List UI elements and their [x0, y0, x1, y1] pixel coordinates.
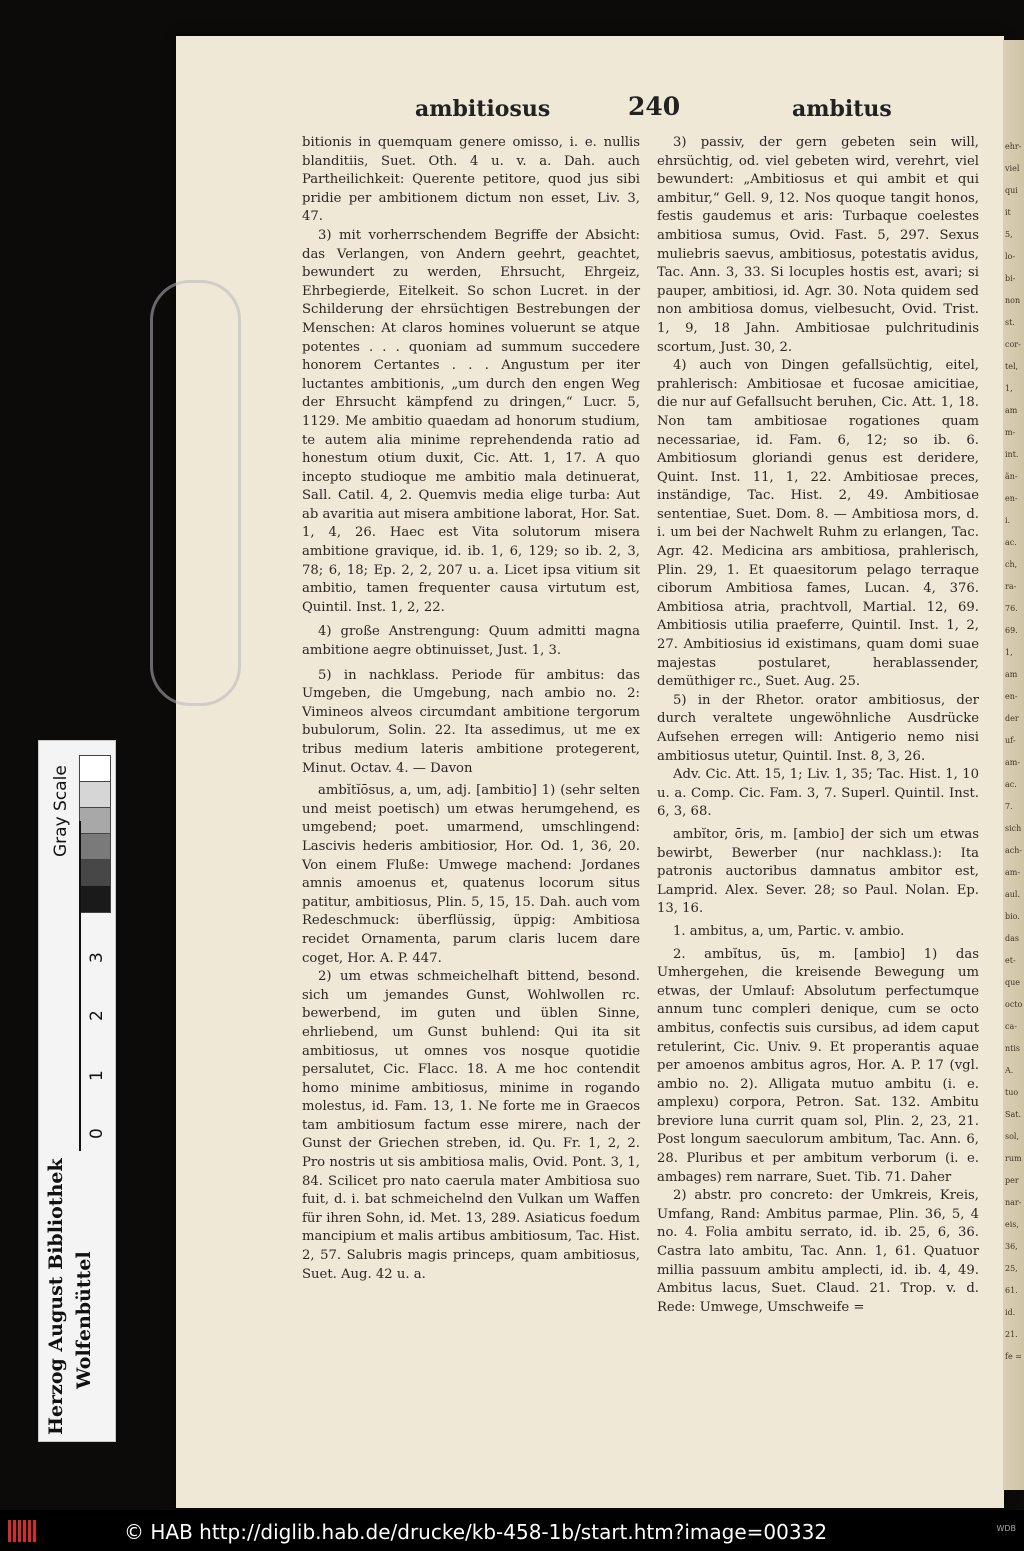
edge-fragment: aul.: [1005, 890, 1021, 899]
edge-fragment: ca-: [1005, 1022, 1017, 1031]
ruler-number: 1: [87, 1070, 107, 1081]
ruler-number: 3: [87, 952, 107, 963]
edge-fragment: 36,: [1005, 1242, 1018, 1251]
edge-fragment: 69.: [1005, 626, 1018, 635]
gray-patch: [79, 833, 111, 861]
footer-tag: WDB: [996, 1524, 1016, 1533]
edge-fragment: non: [1005, 296, 1021, 305]
edge-fragment: bio.: [1005, 912, 1020, 921]
footer-copyright-url: © HAB http://diglib.hab.de/drucke/kb-458-1b/start.htm?image=00332: [124, 1520, 828, 1544]
paper-clip: [150, 280, 241, 706]
gray-patch: [79, 807, 111, 835]
edge-fragment: octo: [1005, 1000, 1023, 1009]
edge-fragment: uf-: [1005, 736, 1016, 745]
edge-fragment: int.: [1005, 450, 1019, 459]
right-column: [657, 134, 979, 1317]
edge-fragment: nar-: [1005, 1198, 1022, 1207]
edge-fragment: rum: [1005, 1154, 1022, 1163]
strip-brand-line1: Herzog August Bibliothek: [45, 1158, 67, 1435]
gray-patch: [79, 781, 111, 809]
gray-patch: [79, 885, 111, 913]
entry-ambitus-2: 2. ambĭtus, ūs, m. [ambio] 1) das Umhergehen, die kreisende Bewegung um etwas, der Umlauf: Absolutum perfectumque annum tunc compleri denique, cum se octo ambitus, confectis suis cursibus, ad idem caput retulerint, Cic. Univ. 9. Et properantis aquae per amoenos ambitus agros, Hor. A. P. 17 (vgl. ambio no. 2). Alligata mutuo ambitu (i. e. amplexu) corpora, Petron. Sat. 132. Ambitu breviore luna currit quam sol, Plin. 2, 23, 21. Post longum saeculorum ambitum, Tac. Ann. 6, 28. Pluribus et per ambitum verborum (i. e. ambages) rem narrare, Suet. Tib. 71. Daher: [657, 946, 979, 1185]
gray-patch: [79, 755, 111, 783]
edge-fragment: ch,: [1005, 560, 1018, 569]
edge-fragment: än-: [1005, 472, 1018, 481]
paragraph: bitionis in quemquam genere omisso, i. e. nullis blanditiis, Suet. Oth. 4 u. v. a. Dah. auch Partheilichkeit: Querente petitore, quod jus sibi pridie per ambitionem dictum non esset, Liv. 3, 47.: [302, 135, 640, 225]
paragraph: 3) passiv, der gern gebeten sein will, ehrsüchtig, od. viel gebeten wird, verehrt, viel bewundert: „Ambitiosus et qui ambit et qui ambitur,“ Gell. 9, 12. Nos quoque tangit honos, festis gaudemus et aris: Turbaque coelestes ambitiosa sumus, Ovid. Fast. 5, 297. Sexus muliebris saevus, ambitiosus, potestatis avidus, Tac. Ann. 3, 33. Si locuples hostis est, avari; si pauper, ambitiosi, id. Agr. 30. Nota quidem sed non ambitiosa domus, vielbesucht, Ovid. Trist. 1, 9, 18 Jahn. Ambitiosae pulchritudinis scortum, Just. 30, 2.: [657, 135, 979, 355]
edge-fragment: der: [1005, 714, 1019, 723]
edge-fragment: 7.: [1005, 802, 1013, 811]
edge-fragment: Sat.: [1005, 1110, 1022, 1119]
edge-fragment: bi-: [1005, 274, 1016, 283]
edge-fragment: tuo: [1005, 1088, 1019, 1097]
edge-fragment: m-: [1005, 428, 1016, 437]
paragraph: 2) um etwas schmeichelhaft bittend, besond. sich um jemandes Gunst, Wohlwollen rc. bewerbend, im guten und üblen Sinne, ehrliebend, um Gunst buhlend: Qui ita sit ambitiosus, ut omnes vos nosque quotidie persalutet, Cic. Flacc. 18. A me hoc contendit homo minime ambitiosus, minime in rogando molestus, id. Fam. 13, 1. Ne forte me in Graecos tam ambitiosum factum esse mirere, nach der Gunst der Griechen streben, id. Qu. Fr. 1, 2, 2. Pro nostris ut sis ambitiosa malis, Ovid. Pont. 3, 1, 84. Scilicet pro nato caerula mater Ambitiosa suo fuit, d. i. bat schmeichelnd den Vulkan um Waffen für ihren Sohn, id. Met. 13, 289. Asiaticus foedum mancipium et malis artibus ambitiosum, Tac. Hist. 2, 57. Salubris magis princeps, quam ambitiosus, Suet. Aug. 42 u. a.: [302, 969, 640, 1282]
edge-fragment: 25,: [1005, 1264, 1018, 1273]
edge-fragment: sich: [1005, 824, 1022, 833]
ruler-number: 2: [87, 1010, 107, 1021]
hab-logo-icon: [6, 1516, 40, 1546]
edge-fragment: das: [1005, 934, 1019, 943]
paragraph: 3) mit vorherrschendem Begriffe der Absicht: das Verlangen, von Andern geehrt, geachtet, bewundert zu werden, Ehrsucht, Ehrgeiz, Ehrbegierde, Eitelkeit. So schon Lucret. in der Schilderung der ehrsüchtigen Bestrebungen der Menschen: At claros homines voluerunt se atque potentes . . . quoniam ad summum succedere honorem Certantes . . . Angustum per iter luctantes ambitionis, „um durch den engen Weg der Ehrsucht kämpfend zu dringen,“ Lucr. 5, 1129. Me ambitio quaedam ad honorum studium, te autem alia minime reprehendenda ratio ad honestum otium duxit, Cic. Att. 1, 17. A quo incepto studioque me ambitio mala detinuerat, Sall. Catil. 4, 2. Quemvis media elige turba: Aut ab avaritia aut misera ambitione laborat, Hor. Sat. 1, 4, 26. Haec est Vita solutorum misera ambitione gravique, id. ib. 1, 6, 129; so ib. 2, 3, 78; 6, 18; Ep. 2, 2, 207 u. a. Licet ipsa vitium sit ambitio, tamen frequenter causa virtutum est, Quintil. Inst. 1, 2, 22.: [302, 227, 640, 615]
edge-fragment: fe =: [1005, 1352, 1022, 1361]
edge-fragment: 76.: [1005, 604, 1018, 613]
edge-fragment: 21.: [1005, 1330, 1018, 1339]
edge-fragment: lo-: [1005, 252, 1016, 261]
ruler-line: [79, 821, 81, 1151]
edge-fragment: viel: [1005, 164, 1020, 173]
edge-fragment: ac.: [1005, 538, 1017, 547]
edge-fragment: ac.: [1005, 780, 1017, 789]
edge-fragment: 1,: [1005, 384, 1013, 393]
edge-fragment: it: [1005, 208, 1011, 217]
edge-fragment: cor-: [1005, 340, 1021, 349]
paragraph: Adv. Cic. Att. 15, 1; Liv. 1, 35; Tac. Hist. 1, 10 u. a. Comp. Cic. Fam. 3, 7. Superl. Quintil. Inst. 6, 3, 68.: [657, 767, 979, 820]
gray-scale-strip: [38, 740, 116, 1442]
adjacent-page-edge: [1003, 40, 1024, 1490]
edge-fragment: ra-: [1005, 582, 1017, 591]
edge-fragment: ntis: [1005, 1044, 1021, 1053]
page-number: 240: [628, 92, 681, 121]
entry-ambitiosus: ambĭtĭōsus, a, um, adj. [ambitio] 1) (sehr selten und meist poetisch) um etwas herumgehend, es umgebend; poet. umarmend, umschlingend: Lascivis hederis ambitiosior, Hor. Od. 1, 36, 20. Von einem Fluße: Umwege machend: Jordanes amnis amoenus et, quatenus locorum situs patitur, ambitiosus, Plin. 5, 15, 15. Dah. auch vom Redeschmuck: überflüssig, üppig: Ambitiosa recidet Ornamenta, parum claris lucem dare coget, Hor. A. P. 447.: [302, 783, 640, 966]
edge-fragment: st.: [1005, 318, 1015, 327]
edge-fragment: eis,: [1005, 1220, 1019, 1229]
edge-fragment: ehr-: [1005, 142, 1022, 151]
gray-patch: [79, 859, 111, 887]
entry-ambitus-1: 1. ambitus, a, um, Partic. v. ambio.: [673, 923, 905, 939]
edge-fragment: i.: [1005, 516, 1011, 525]
paragraph: 2) abstr. pro concreto: der Umkreis, Kreis, Umfang, Rand: Ambitus parmae, Plin. 36, 5, 4 no. 4. Folia ambitu serrato, id. ib. 25, 6, 36. Castra lato ambitu, Tac. Ann. 1, 61. Quatuor millia passuum ambitu amplecti, id. ib. 4, 49. Ambitus lacus, Suet. Claud. 21. Trop. v. d. Rede: Umwege, Umschweife =: [657, 1188, 979, 1315]
edge-fragment: ach-: [1005, 846, 1023, 855]
edge-fragment: tel,: [1005, 362, 1019, 371]
paragraph: 5) in nachklass. Periode für ambitus: das Umgeben, die Umgebung, nach ambio no. 2: Vimineos alveos circumdant ambitione tergorum bubulorum, Solin. 22. Ita assedimus, ut me ex tribus medium lateris ambitione protegerent, Minut. Octav. 4. — Davon: [302, 667, 640, 776]
edge-fragment: A.: [1005, 1066, 1014, 1075]
edge-fragment: 5,: [1005, 230, 1013, 239]
edge-fragment: sol,: [1005, 1132, 1020, 1141]
paragraph: 5) in der Rhetor. orator ambitiosus, der durch veraltete ungewöhnliche Ausdrücke Aufsehen erregen will: Antigerio nemo nisi ambitiosus utetur, Quintil. Inst. 8, 3, 26.: [657, 692, 979, 764]
edge-fragment: am-: [1005, 868, 1021, 877]
strip-gray-scale-label: Gray Scale: [51, 765, 71, 857]
edge-fragment: id.: [1005, 1308, 1016, 1317]
edge-fragment: am: [1005, 670, 1018, 679]
edge-fragment: que: [1005, 978, 1021, 987]
edge-fragment: qui: [1005, 186, 1018, 195]
header-left-word: ambitiosus: [415, 96, 551, 122]
edge-fragment: et-: [1005, 956, 1016, 965]
edge-fragment: en-: [1005, 692, 1018, 701]
edge-fragment: 61.: [1005, 1286, 1018, 1295]
left-column: [302, 134, 640, 1284]
edge-fragment: am-: [1005, 758, 1021, 767]
edge-fragment: en-: [1005, 494, 1018, 503]
edge-fragment: per: [1005, 1176, 1019, 1185]
paragraph: 4) auch von Dingen gefallsüchtig, eitel, prahlerisch: Ambitiosae et fucosae amicitiae, die nur auf Gefallsucht beruhen, Cic. Att. 1, 18. Non tam ambitiosae rogationes quam necessariae, id. Fam. 6, 12; so ib. 6. Ambitiosum gloriandi genus est deridere, Quint. Inst. 11, 1, 22. Ambitiosae preces, inständige, Tac. Hist. 2, 49. Ambitiosae sententiae, Suet. Dom. 8. — Ambitiosa mors, d. i. um bei der Nachwelt Ruhm zu erlangen, Tac. Agr. 42. Medicina ars ambitiosa, prahlerisch, Plin. 29, 1. Et quaesitorum pelago terraque ciborum Ambitiosa fames, Lucan. 4, 376. Ambitiosa atria, prachtvoll, Martial. 12, 69. Ambitiosis utilia praeferre, Quintil. Inst. 1, 2, 27. Ambitiosius id existimans, quam domi suae majestas postularet, herablassender, demüthiger rc., Suet. Aug. 25.: [657, 358, 979, 690]
edge-fragment: am: [1005, 406, 1018, 415]
edge-fragment: 1,: [1005, 648, 1013, 657]
paragraph: 4) große Anstrengung: Quum admitti magna ambitione aegre obtinuisset, Just. 1, 3.: [302, 624, 640, 659]
header-right-word: ambitus: [792, 96, 892, 122]
entry-ambitor: ambĭtor, ōris, m. [ambio] der sich um etwas bewirbt, Bewerber (nur nachklass.): Ita patronis auctoribus damnatus ambitor est, Lamprid. Alex. Sever. 28; so Paul. Nolan. Ep. 13, 16.: [657, 826, 979, 917]
ruler-number: 0: [87, 1128, 107, 1139]
strip-brand-line2: Wolfenbüttel: [73, 1251, 95, 1389]
